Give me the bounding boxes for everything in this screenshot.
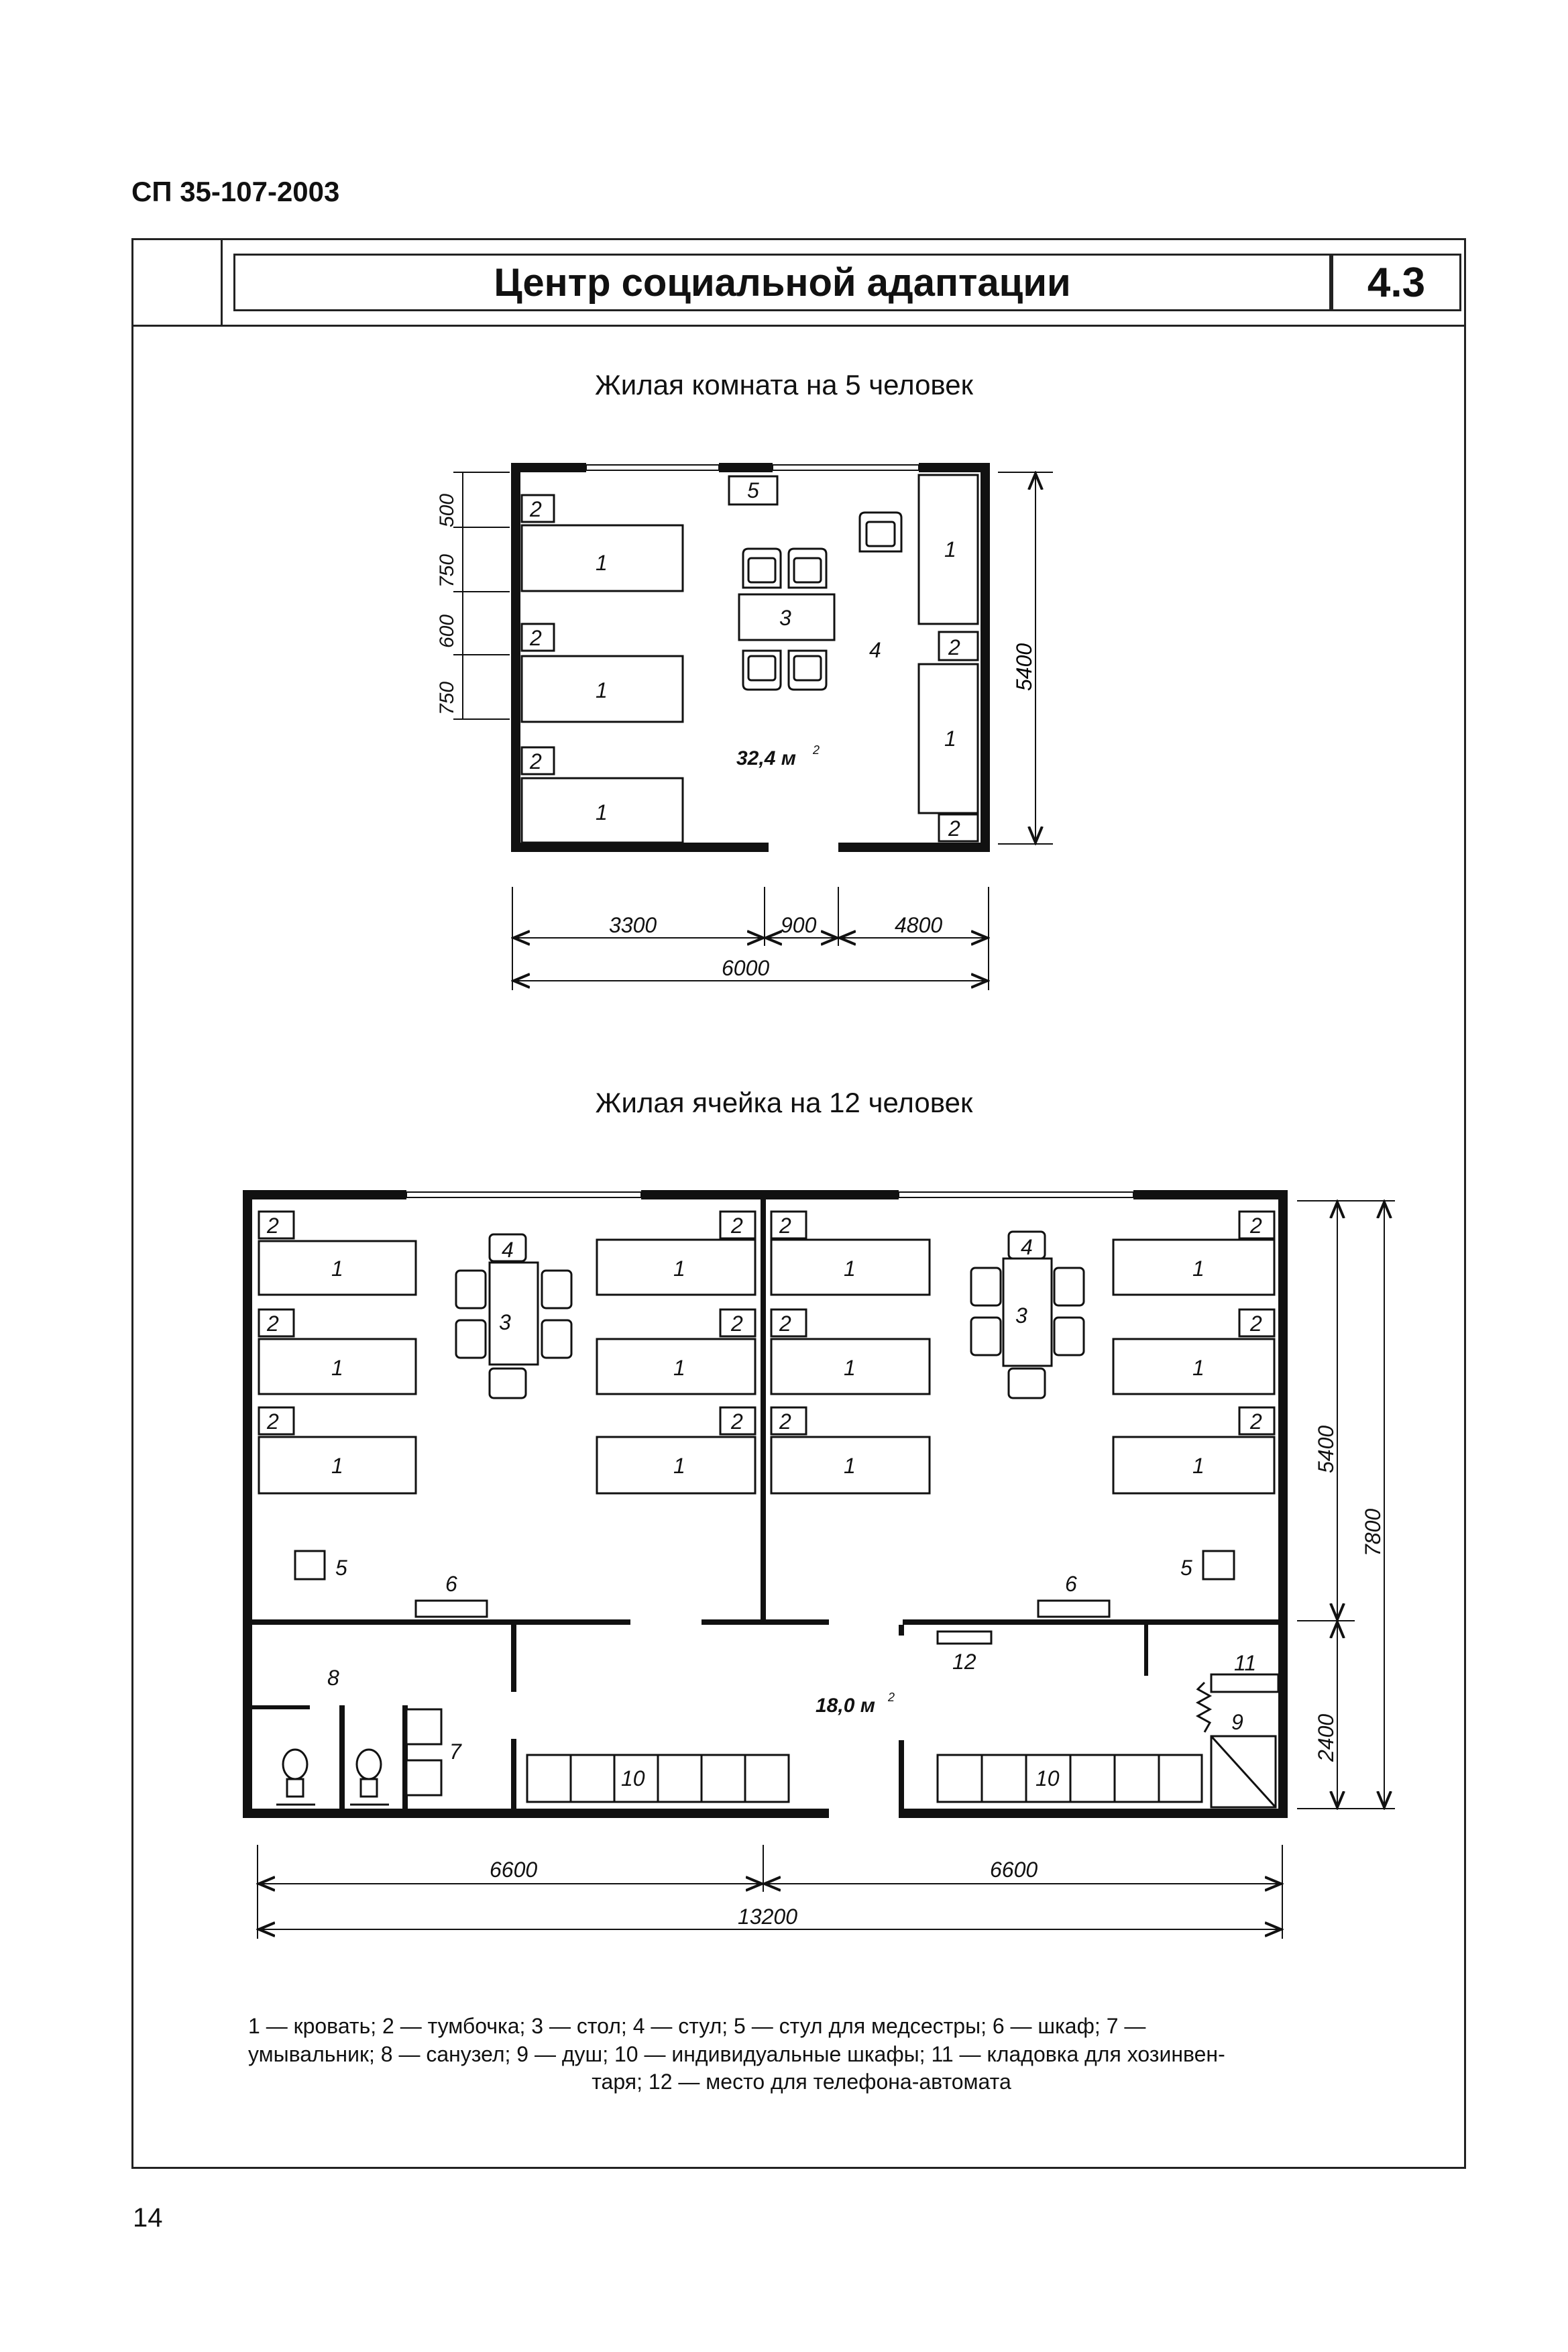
- bed-label: 1: [944, 537, 956, 562]
- table-label: 3: [1015, 1303, 1027, 1328]
- dim-3300: 3300: [609, 913, 657, 937]
- dim-7800: 7800: [1361, 1508, 1385, 1556]
- bed-label: 1: [1192, 1454, 1205, 1478]
- nurse-chair-label: 5: [747, 478, 759, 502]
- storage-label: 11: [1234, 1651, 1257, 1675]
- nightstand-label: 2: [731, 1409, 743, 1434]
- nightstand-label: 2: [948, 816, 960, 841]
- nurse-chair-label: 5: [1180, 1556, 1192, 1580]
- nightstand-label: 2: [1250, 1312, 1262, 1336]
- bed-label: 1: [673, 1454, 685, 1478]
- bed-label: 1: [844, 1454, 856, 1478]
- phone-place: [938, 1632, 991, 1644]
- room5-left-dims: [453, 472, 510, 719]
- washbasin: [406, 1709, 441, 1744]
- bed-label: 1: [331, 1356, 343, 1380]
- lockers-label: 10: [621, 1766, 645, 1790]
- washbasin-label: 7: [449, 1740, 461, 1764]
- sheet-number: 4.3: [1331, 254, 1461, 311]
- table: [1003, 1259, 1052, 1366]
- bed-label: 1: [844, 1356, 856, 1380]
- wc-label: 8: [327, 1666, 339, 1690]
- nurse-chair-label: 5: [335, 1556, 347, 1580]
- bed-label: 1: [673, 1257, 685, 1281]
- dim-750: 750: [436, 553, 458, 588]
- table-label: 3: [779, 606, 791, 630]
- room5-caption: Жилая комната на 5 человек: [594, 369, 974, 400]
- chair-label: 4: [1021, 1235, 1033, 1259]
- bed-label: 1: [596, 678, 608, 702]
- cell12-area-sup: 2: [888, 1691, 895, 1704]
- lockers-label: 10: [1035, 1766, 1060, 1790]
- nightstand-label: 2: [779, 1409, 791, 1434]
- room5-area: 32,4 м: [736, 747, 796, 769]
- bed-label: 1: [944, 727, 956, 751]
- nightstand-label: 2: [779, 1312, 791, 1336]
- legend-line: умывальник; 8 — санузел; 9 — душ; 10 — индивидуальные шкафы; 11 — кладовка для хозинвен-: [248, 2041, 1225, 2066]
- nightstand-label: 2: [1250, 1409, 1262, 1434]
- bed-label: 1: [673, 1356, 685, 1380]
- nightstand-label: 2: [731, 1312, 743, 1336]
- washbasin: [406, 1760, 441, 1795]
- legend: [248, 2013, 1355, 2096]
- dim-13200: 13200: [738, 1905, 797, 1929]
- wardrobe: [1038, 1601, 1109, 1617]
- dim-4800: 4800: [895, 913, 943, 937]
- lockers-left: [527, 1755, 789, 1802]
- nightstand-label: 2: [530, 749, 542, 773]
- wardrobe-label: 6: [1065, 1572, 1077, 1596]
- table: [490, 1263, 538, 1365]
- chair-label: 4: [869, 638, 881, 662]
- door-swing: [1198, 1682, 1210, 1732]
- nightstand-label: 2: [267, 1312, 279, 1336]
- cell12-caption: Жилая ячейка на 12 человек: [595, 1087, 973, 1118]
- room5-area-sup: 2: [813, 743, 820, 757]
- bed-label: 1: [1192, 1257, 1205, 1281]
- wardrobe-label: 6: [445, 1572, 457, 1596]
- sheet-title: Центр социальной адаптации: [233, 254, 1331, 311]
- bed-label: 1: [596, 551, 608, 575]
- bed-label: 1: [331, 1454, 343, 1478]
- nightstand-label: 2: [948, 635, 960, 659]
- page-number: 14: [133, 2203, 163, 2233]
- nightstand-label: 2: [267, 1409, 279, 1434]
- dim-6600-right: 6600: [990, 1858, 1038, 1882]
- nurse-chair: [295, 1551, 325, 1579]
- cell12-chairs: [456, 1232, 1084, 1398]
- dim-500: 500: [436, 493, 458, 527]
- bed-label: 1: [1192, 1356, 1205, 1380]
- shower-label: 9: [1231, 1710, 1243, 1734]
- nightstand-label: 2: [731, 1214, 743, 1238]
- lockers-right: [938, 1755, 1202, 1802]
- dim-5400: 5400: [1012, 643, 1036, 691]
- cell12-plan: [243, 1190, 1395, 1939]
- dim-6000: 6000: [722, 956, 770, 980]
- dim-6600-left: 6600: [490, 1858, 538, 1882]
- bed-label: 1: [596, 800, 608, 824]
- nightstand-label: 2: [1250, 1214, 1262, 1238]
- nightstand-label: 2: [267, 1214, 279, 1238]
- room5-plan: [436, 463, 1053, 990]
- phone-label: 12: [952, 1650, 976, 1674]
- nightstand-label: 2: [530, 497, 542, 521]
- toilets: [276, 1750, 389, 1805]
- wardrobe: [416, 1601, 487, 1617]
- dim-5400: 5400: [1314, 1425, 1338, 1473]
- dim-750: 750: [436, 681, 458, 715]
- chair-label: 4: [502, 1238, 514, 1262]
- nightstand-label: 2: [530, 626, 542, 650]
- nurse-chair: [1203, 1551, 1234, 1579]
- table-label: 3: [499, 1310, 511, 1334]
- legend-line: таря; 12 — место для телефона-автомата: [592, 2070, 1011, 2094]
- cell12-area: 18,0 м: [816, 1695, 875, 1717]
- cell12-right-dims: [1297, 1201, 1395, 1809]
- bed-label: 1: [331, 1257, 343, 1281]
- document-code: СП 35-107-2003: [131, 176, 340, 207]
- bed-label: 1: [844, 1257, 856, 1281]
- legend-line: 1 — кровать; 2 — тумбочка; 3 — стол; 4 — стул; 5 — стул для медсестры; 6 — шкаф; 7 —: [248, 2014, 1146, 2038]
- storage-closet: [1211, 1674, 1278, 1692]
- dim-600: 600: [436, 614, 458, 648]
- nightstand-label: 2: [779, 1214, 791, 1238]
- dim-900: 900: [781, 913, 817, 937]
- dim-2400: 2400: [1314, 1713, 1338, 1762]
